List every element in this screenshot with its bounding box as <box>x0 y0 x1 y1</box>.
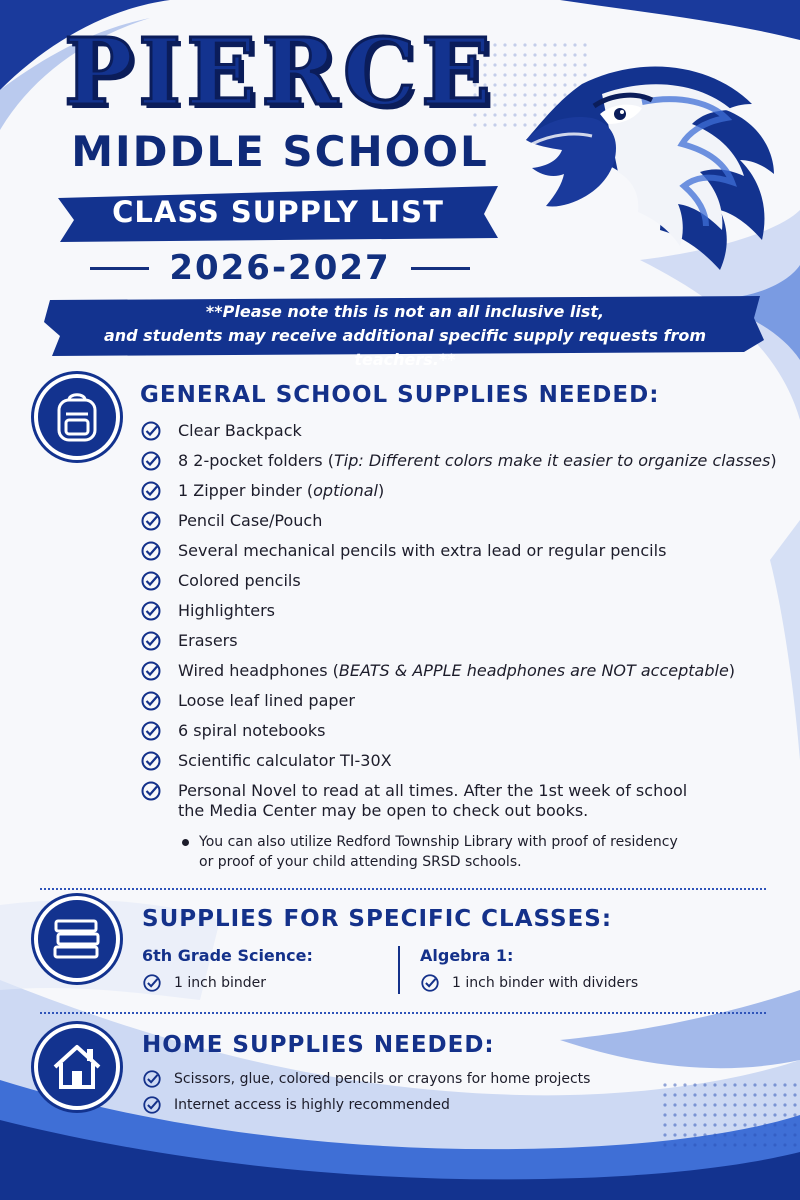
item-label: Loose leaf lined paper <box>178 691 355 710</box>
list-item-text <box>178 570 301 591</box>
year-label: 2026-2027 <box>169 248 391 288</box>
item-suffix: ) <box>770 451 777 470</box>
check-circle-icon <box>142 973 162 993</box>
item-label: 8 2-pocket folders ( <box>178 451 334 470</box>
check-circle-icon <box>142 1069 162 1089</box>
school-subtitle: MIDDLE SCHOOL <box>71 127 489 176</box>
class-divider <box>398 946 400 994</box>
disclaimer-note <box>60 300 750 372</box>
year-divider-left <box>90 267 149 270</box>
check-circle-icon <box>140 600 162 622</box>
list-item <box>140 630 780 660</box>
specific-supplies-title: SUPPLIES FOR SPECIFIC CLASSES: <box>142 906 613 932</box>
item-label: Scientific calculator TI-30X <box>178 751 392 770</box>
item-label: Clear Backpack <box>178 421 302 440</box>
list-item-text <box>178 450 777 471</box>
check-circle-icon <box>140 660 162 682</box>
item-label: Pencil Case/Pouch <box>178 511 323 530</box>
item-note: optional <box>313 481 378 500</box>
list-item <box>140 660 780 690</box>
school-name: PIERCE <box>63 18 497 126</box>
general-supply-list <box>140 420 780 824</box>
list-item <box>140 720 780 750</box>
stacked-books-icon <box>52 917 102 961</box>
item-label: 1 Zipper binder ( <box>178 481 314 500</box>
item-note: BEATS & APPLE headphones are NOT acceptable <box>338 661 729 680</box>
class-item <box>142 973 382 993</box>
class-item-text: 1 inch binder <box>174 975 267 991</box>
item-label: Highlighters <box>178 601 275 620</box>
backpack-icon <box>54 390 100 444</box>
check-circle-icon <box>140 540 162 562</box>
home-supply-list <box>142 1066 742 1118</box>
check-circle-icon <box>140 480 162 502</box>
list-item-text: Scissors, glue, colored pencils or crayons for home projects <box>174 1071 591 1087</box>
item-note: Tip: Different colors make it easier to organize classes <box>333 451 771 470</box>
note-line-1: **Please note this is not an all inclusive list, <box>205 302 605 321</box>
books-badge <box>34 896 120 982</box>
class-name: Algebra 1: <box>420 946 514 965</box>
list-item-text <box>178 660 735 681</box>
list-item <box>142 1092 742 1118</box>
class-item <box>420 973 740 993</box>
check-circle-icon <box>140 420 162 442</box>
list-item <box>140 750 780 780</box>
list-item <box>140 450 780 480</box>
check-circle-icon <box>140 780 162 802</box>
item-label: Several mechanical pencils with extra lead or regular pencils <box>178 541 667 560</box>
house-icon <box>51 1043 103 1091</box>
backpack-badge <box>34 374 120 460</box>
item-label: Erasers <box>178 631 238 650</box>
list-item <box>140 480 780 510</box>
list-item-text: Internet access is highly recommended <box>174 1097 450 1113</box>
item-label: 6 spiral notebooks <box>178 721 326 740</box>
list-item-text <box>178 420 302 441</box>
section-divider <box>40 888 766 890</box>
list-item-text <box>178 510 322 531</box>
home-supplies-title: HOME SUPPLIES NEEDED: <box>142 1032 495 1058</box>
list-item <box>142 1066 742 1092</box>
list-item-text <box>178 600 275 621</box>
item-label: Personal Novel to read at all times. After the 1st week of school <box>178 781 688 800</box>
check-circle-icon <box>140 450 162 472</box>
bullet-dot <box>182 839 189 846</box>
list-item <box>140 510 780 540</box>
item-label-line-2: the Media Center may be open to check out books. <box>178 801 589 820</box>
check-circle-icon <box>420 973 440 993</box>
note-line-2: and students may receive additional specific supply requests from teachers.** <box>103 326 707 369</box>
list-item <box>140 690 780 720</box>
class-name: 6th Grade Science: <box>142 946 313 965</box>
list-item-text <box>178 480 384 501</box>
list-item-text <box>178 780 687 821</box>
section-divider <box>40 1012 766 1014</box>
year-divider-right <box>411 267 470 270</box>
item-label: Colored pencils <box>178 571 301 590</box>
list-item <box>140 780 780 824</box>
list-item-text <box>178 720 326 741</box>
item-suffix: ) <box>728 661 736 680</box>
list-title: CLASS SUPPLY LIST <box>112 195 444 229</box>
class-item-text: 1 inch binder with dividers <box>452 975 639 991</box>
check-circle-icon <box>140 690 162 712</box>
list-item-text <box>178 540 666 561</box>
library-note <box>182 832 742 872</box>
list-item <box>140 420 780 450</box>
list-item <box>140 540 780 570</box>
general-supplies-title: GENERAL SCHOOL SUPPLIES NEEDED: <box>140 382 660 408</box>
eagle-icon <box>512 44 782 274</box>
class-algebra <box>420 946 740 993</box>
library-note-line-2: or proof of your child attending SRSD schools. <box>199 854 522 870</box>
check-circle-icon <box>140 750 162 772</box>
list-item-text <box>178 750 392 771</box>
check-circle-icon <box>140 720 162 742</box>
school-year <box>90 244 470 292</box>
check-circle-icon <box>142 1095 162 1115</box>
item-suffix: ) <box>377 481 385 500</box>
item-label: Wired headphones ( <box>178 661 339 680</box>
list-item-text <box>178 630 238 651</box>
list-item <box>140 600 780 630</box>
house-badge <box>34 1024 120 1110</box>
list-item-text <box>178 690 355 711</box>
list-item <box>140 570 780 600</box>
check-circle-icon <box>140 630 162 652</box>
check-circle-icon <box>140 510 162 532</box>
check-circle-icon <box>140 570 162 592</box>
library-note-line-1: You can also utilize Redford Township Library with proof of residency <box>199 834 678 850</box>
class-science <box>142 946 382 993</box>
